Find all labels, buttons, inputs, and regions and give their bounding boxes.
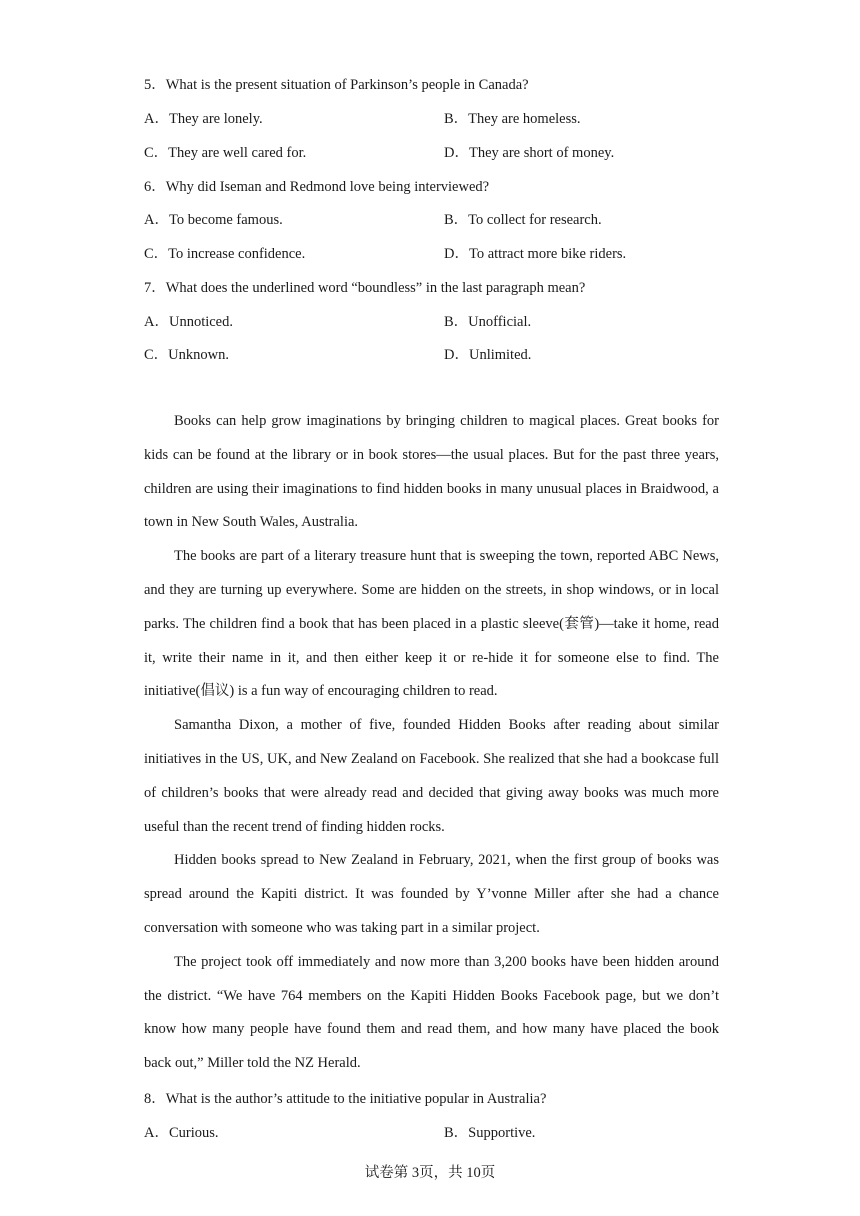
passage-paragraph: The books are part of a literary treasure hunt that is sweeping the town, reported ABC News, and they are turning up everywhere. Some are hidden on the streets, in shop windows, or in local parks. The children find a book that has been placed in a plastic sleeve(套管)—take it home, read it, write their name in it, and then either keep it or re-hide it for someone else to find. The initiative(倡议) is a fun way of encouraging children to read. (144, 548, 719, 700)
passage-paragraph: Samantha Dixon, a mother of five, founded Hidden Books after reading about similar initiatives in the US, UK, and New Zealand on Facebook. She realized that she had a bookcase full of children’s books that were already read and decided that giving away books was much more useful than the recent trend of finding hidden rocks. (144, 717, 719, 835)
question-5-stem: 5．What is the present situation of Parkinson’s people in Canada? (144, 77, 529, 93)
question-6-stem: 6．Why did Iseman and Redmond love being interviewed? (144, 179, 490, 195)
passage-paragraph: Hidden books spread to New Zealand in February, 2021, when the first group of books was spread around the Kapiti district. It was founded by Y’vonne Miller after she had a chance conversation with someone who was taking part in a similar project. (144, 852, 719, 936)
page-footer: 试卷第 3页，共 10页 (364, 1165, 496, 1181)
question-6-option-c: C．To increase confidence. (144, 246, 306, 262)
question-8-option-b: B．Supportive. (444, 1125, 536, 1141)
question-7-option-a: A．Unnoticed. (144, 314, 233, 330)
reading-passage (144, 405, 719, 1081)
question-5-option-b: B．They are homeless. (444, 111, 581, 127)
question-8-stem: 8．What is the author’s attitude to the initiative popular in Australia? (144, 1091, 547, 1107)
question-6-option-d: D．To attract more bike riders. (444, 246, 627, 262)
question-8-option-a: A．Curious. (144, 1125, 219, 1141)
question-7-option-d: D．Unlimited. (444, 347, 532, 363)
question-5-option-a: A．They are lonely. (144, 111, 263, 127)
passage-paragraph: The project took off immediately and now more than 3,200 books have been hidden around the district. “We have 764 members on the Kapiti Hidden Books Facebook page, but we don’t know how many people have found them and read them, and how many have placed the book back out,” Miller told the NZ Herald. (144, 953, 719, 1072)
question-5-option-d: D．They are short of money. (444, 145, 615, 161)
question-7-stem: 7．What does the underlined word “boundless” in the last paragraph mean? (144, 280, 586, 296)
question-7-option-b: B．Unofficial. (444, 314, 532, 330)
question-6-option-b: B．To collect for research. (444, 212, 602, 228)
question-6-option-a: A．To become famous. (144, 212, 283, 228)
passage-paragraph: Books can help grow imaginations by bringing children to magical places. Great books for kids can be found at the library or in book stores—the usual places. But for the past three years, children are using their imaginations to find hidden books in many unusual places in Braidwood, a town in New South Wales, Australia. (144, 413, 719, 531)
question-7-option-c: C．Unknown. (144, 347, 229, 363)
question-5-option-c: C．They are well cared for. (144, 145, 307, 161)
